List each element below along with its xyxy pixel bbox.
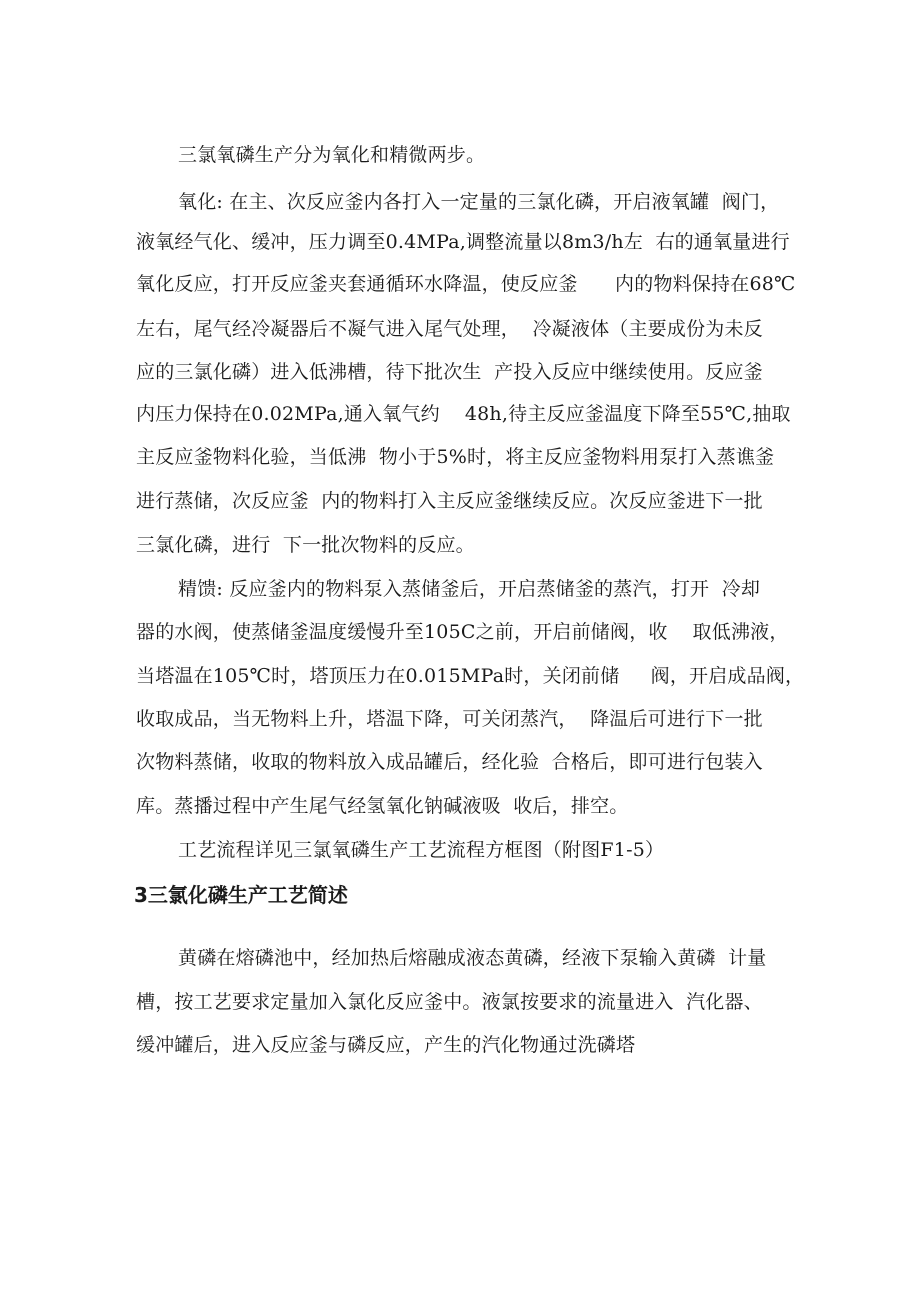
- paragraph-oxidation-line-7: 主反应釜物料化验，当低沸 物小于5%时，将主反应釜物料用泵打入蒸谯釜: [136, 446, 775, 468]
- paragraph-oxidation-line-6: 内压力保持在0.02MPa,通入氧气约 48h,待主反应釜温度下降至55℃,抽取: [136, 403, 791, 425]
- paragraph-oxidation-line-2: 液氧经气化、缓冲，压力调至0.4MPa,调整流量以8m3/h左 右的通氧量进行: [136, 231, 790, 253]
- paragraph-phosphorus-line-2: 槽，按工艺要求定量加入氯化反应釜中。液氯按要求的流量进入 汽化器、: [136, 991, 763, 1013]
- paragraph-intro-line: 三氯氧磷生产分为氧化和精微两步。: [178, 144, 486, 166]
- paragraph-refining-line-3: 当塔温在105℃时，塔顶压力在0.015MPa时，关闭前储 阀，开启成品阀，: [136, 665, 805, 687]
- paragraph-refining-line-6: 库。蒸播过程中产生尾气经氢氧化钠碱液吸 收后，排空。: [136, 795, 629, 817]
- paragraph-refining-line-2: 器的水阀，使蒸储釜温度缓慢升至105C之前，开启前储阀，收 取低沸液，: [136, 621, 789, 643]
- paragraph-oxidation-line-9: 三氯化磷，进行 下一批次物料的反应。: [136, 534, 475, 556]
- paragraph-oxidation-line-4: 左右，尾气经冷凝器后不凝气进入尾气处理， 冷凝液体（主要成份为未反: [136, 318, 763, 340]
- paragraph-oxidation-line-3: 氧化反应，打开反应釜夹套通循环水降温，使反应釜 内的物料保持在68℃: [136, 273, 796, 295]
- paragraph-oxidation-line-5: 应的三氯化磷）进入低沸槽，待下批次生 产投入反应中继续使用。反应釜: [136, 361, 763, 383]
- paragraph-oxidation-line-8: 进行蒸储，次反应釜 内的物料打入主反应釜继续反应。次反应釜进下一批: [136, 490, 763, 512]
- paragraph-refining-line-1: 精馈: 反应釜内的物料泵入蒸储釜后，开启蒸储釜的蒸汽，打开 冷却: [178, 578, 761, 600]
- paragraph-oxidation-line-1: 氧化: 在主、次反应釜内各打入一定量的三氯化磷，开启液氧罐 阀门，: [178, 191, 780, 213]
- paragraph-refining-line-5: 次物料蒸储，收取的物料放入成品罐后，经化验 合格后，即可进行包装入: [136, 751, 763, 773]
- paragraph-flowchart-reference: 工艺流程详见三氯氧磷生产工艺流程方框图（附图F1-5）: [178, 839, 665, 861]
- paragraph-phosphorus-line-3: 缓冲罐后，进入反应釜与磷反应，产生的汽化物通过洗磷塔: [136, 1034, 636, 1056]
- paragraph-refining-line-4: 收取成品，当无物料上升，塔温下降，可关闭蒸汽， 降温后可进行下一批: [136, 708, 763, 730]
- section-heading: 3三氯化磷生产工艺简述: [134, 883, 348, 907]
- paragraph-phosphorus-line-1: 黄磷在熔磷池中，经加热后熔融成液态黄磷，经液下泵输入黄磷 计量: [178, 947, 767, 969]
